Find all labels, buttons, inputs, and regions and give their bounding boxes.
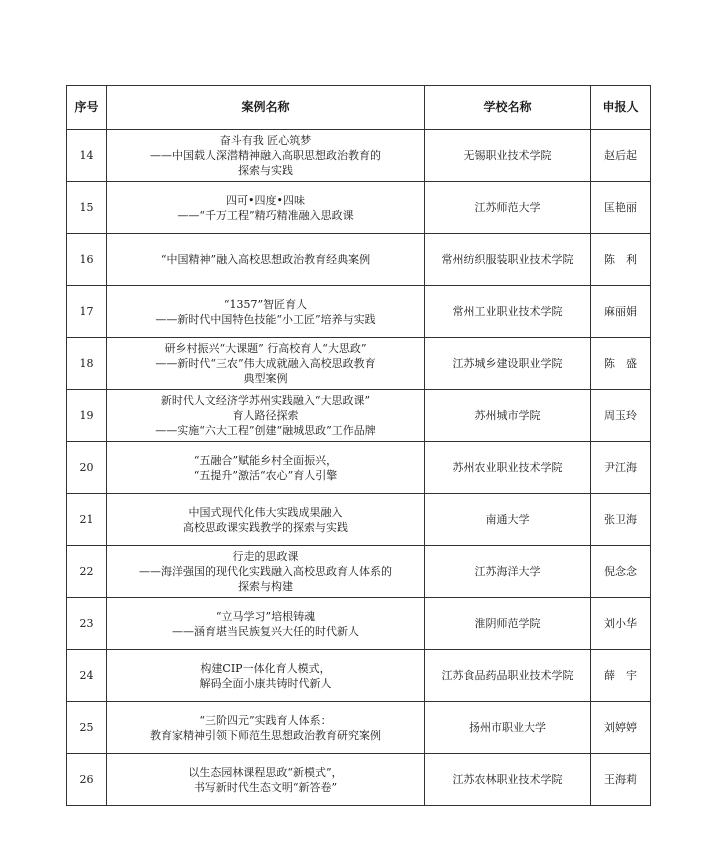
applicant-name: 赵后起 (591, 130, 651, 182)
case-name (107, 754, 425, 806)
applicant-name: 周玉玲 (591, 390, 651, 442)
case-name-line: ——新时代“三农”伟大成就融入高校思政教育 (155, 357, 376, 370)
case-name (107, 234, 425, 286)
case-table (66, 85, 651, 806)
school-name: 苏州城市学院 (425, 390, 591, 442)
applicant-name: 倪念念 (591, 546, 651, 598)
school-name: 江苏城乡建设职业学院 (425, 338, 591, 390)
case-name-line: 探索与实践 (238, 164, 293, 177)
case-name (107, 338, 425, 390)
case-name (107, 650, 425, 702)
table-row (67, 650, 651, 702)
table-row (67, 390, 651, 442)
school-name: 江苏农林职业技术学院 (425, 754, 591, 806)
table-row (67, 234, 651, 286)
table-row (67, 702, 651, 754)
row-number: 19 (67, 390, 107, 442)
table-row (67, 130, 651, 182)
applicant-name: 刘小华 (591, 598, 651, 650)
row-number: 21 (67, 494, 107, 546)
row-number: 25 (67, 702, 107, 754)
school-name: 常州纺织服装职业技术学院 (425, 234, 591, 286)
case-name-line: 研乡村振兴“大课题” 行高校育人“大思政” (164, 342, 367, 355)
applicant-name: 匡艳丽 (591, 182, 651, 234)
applicant-name: 张卫海 (591, 494, 651, 546)
school-name: 常州工业职业技术学院 (425, 286, 591, 338)
case-name (107, 286, 425, 338)
row-number: 17 (67, 286, 107, 338)
school-name: 淮阴师范学院 (425, 598, 591, 650)
case-name-line: “五提升”激活“农心”育人引擎 (193, 468, 338, 482)
case-name-line: 奋斗有我 匠心筑梦 (219, 134, 312, 147)
applicant-name: 王海莉 (591, 754, 651, 806)
case-name-line: “中国精神”融入高校思想政治教育经典案例 (160, 253, 371, 266)
table-row (67, 338, 651, 390)
row-number: 14 (67, 130, 107, 182)
row-number: 16 (67, 234, 107, 286)
case-name-line: 构建CIP一体化育人模式， (200, 661, 331, 675)
case-name-line: 高校思政课实践教学的探索与实践 (183, 520, 348, 534)
table-row (67, 754, 651, 806)
header-no: 序号 (67, 86, 107, 130)
case-name-line: 教育家精神引领下师范生思想政治教育研究案例 (150, 728, 381, 742)
case-name-line: “1357”智匠育人 (223, 297, 308, 311)
row-number: 24 (67, 650, 107, 702)
case-name (107, 702, 425, 754)
case-name (107, 546, 425, 598)
case-name (107, 130, 425, 182)
row-number: 20 (67, 442, 107, 494)
case-name-line: “立马学习”培根铸魂 (215, 609, 316, 623)
case-name-line: “三阶四元”实践育人体系： (199, 713, 332, 727)
case-name-line: 以生态园林课程思政“新模式”， (188, 765, 343, 779)
case-name (107, 182, 425, 234)
case-name-line: 中国式现代化伟大实践成果融入 (188, 505, 343, 519)
table-row (67, 546, 651, 598)
case-name-line: 典型案例 (243, 372, 288, 385)
applicant-name: 薛 宇 (591, 650, 651, 702)
row-number: 26 (67, 754, 107, 806)
header-row (67, 86, 651, 130)
table-row (67, 286, 651, 338)
applicant-name: 麻丽娟 (591, 286, 651, 338)
applicant-name: 陈 利 (591, 234, 651, 286)
header-case: 案例名称 (107, 86, 425, 130)
school-name: 苏州农业职业技术学院 (425, 442, 591, 494)
row-number: 23 (67, 598, 107, 650)
case-name-line: ——中国载人深潜精神融入高职思想政治教育的 (150, 149, 381, 162)
case-name-line: 解码全面小康共铸时代新人 (199, 676, 332, 690)
case-name-line: ——实施“六大工程”创建“融城思政”工作品牌 (155, 424, 376, 437)
case-name-line: 四可•四度•四味 (226, 193, 305, 207)
table-row (67, 494, 651, 546)
row-number: 18 (67, 338, 107, 390)
school-name: 江苏食品药品职业技术学院 (425, 650, 591, 702)
school-name: 江苏海洋大学 (425, 546, 591, 598)
case-name (107, 390, 425, 442)
case-name-line: 书写新时代生态文明“新答卷” (193, 780, 338, 794)
header-person: 申报人 (591, 86, 651, 130)
case-name (107, 494, 425, 546)
case-name-line: 育人路径探索 (232, 409, 299, 422)
header-school: 学校名称 (425, 86, 591, 130)
case-name-line: ——新时代中国特色技能“小工匠”培养与实践 (155, 312, 376, 326)
row-number: 15 (67, 182, 107, 234)
school-name: 扬州市职业大学 (425, 702, 591, 754)
applicant-name: 陈 盛 (591, 338, 651, 390)
school-name: 无锡职业技术学院 (425, 130, 591, 182)
case-name-line: ——海洋强国的现代化实践融入高校思政育人体系的 (139, 565, 392, 578)
case-name (107, 598, 425, 650)
applicant-name: 刘婷婷 (591, 702, 651, 754)
case-name-line: 新时代人文经济学苏州实践融入“大思政课” (160, 394, 371, 407)
table-row (67, 598, 651, 650)
case-name-line: ——“千万工程”精巧精准融入思政课 (177, 208, 354, 222)
case-name-line: 行走的思政课 (232, 550, 299, 563)
table-row (67, 442, 651, 494)
table-row (67, 182, 651, 234)
case-name-line: ——涵育堪当民族复兴大任的时代新人 (172, 624, 359, 638)
row-number: 22 (67, 546, 107, 598)
case-name-line: 探索与构建 (238, 580, 293, 593)
school-name: 江苏师范大学 (425, 182, 591, 234)
applicant-name: 尹江海 (591, 442, 651, 494)
school-name: 南通大学 (425, 494, 591, 546)
case-name-line: “五融合”赋能乡村全面振兴， (193, 453, 338, 467)
case-name (107, 442, 425, 494)
